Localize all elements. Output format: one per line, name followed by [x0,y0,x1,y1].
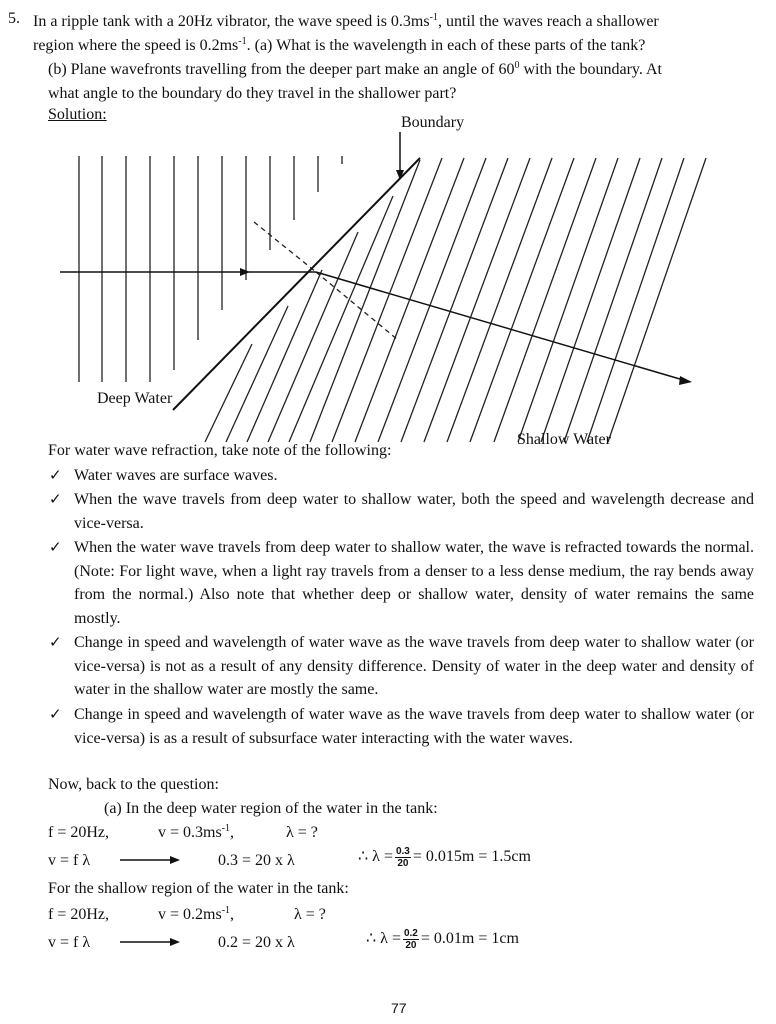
shallow-wavefront [378,158,486,442]
shallow-wavefront [518,158,618,442]
shallow-wavefront [424,158,530,442]
notes-intro: For water wave refraction, take note of the following: [48,442,392,459]
check-icon: ✓ [49,466,62,484]
question-line-2: region where the speed is $0.2ms^{-1}$. (a) What is the wavelength in each of these parts of the tank? [33,36,646,54]
check-icon: ✓ [49,490,62,508]
deep-lambda-unknown: λ = ? [286,824,318,841]
deep-substitution: 0.3 = 20 x λ [218,852,295,869]
shallow-substitution: 0.2 = 20 x λ [218,934,295,951]
note-bullet: When the wave travels from deep water to shallow water, both the speed and wavelength decrease and vice-versa. [74,491,754,532]
fraction-denominator: 20 [397,858,409,869]
deep-result: ∴ λ = $\frac{0.3}{20}$ = 0.015m = 1.5cm [358,846,531,869]
question-line-4: what angle to the boundary do they travel in the shallower part? [48,85,457,102]
note-bullet: Water waves are surface waves. [74,467,278,484]
fraction-denominator: 20 [405,940,417,951]
back-to-question: Now, back to the question: [48,776,219,793]
shallow-wavefront [205,344,252,442]
shallow-lambda-unknown: λ = ? [294,906,326,923]
shallow-wavefront [470,158,574,442]
shallow-result: ∴ λ = $\frac{0.2}{20}$ = 0.01m = 1cm [366,928,519,951]
shallow-wavefront [226,306,288,442]
deep-water-label: Deep Water [97,390,173,407]
boundary-line [173,158,420,410]
shallow-water-label: Shallow Water [517,431,611,448]
incident-arrowhead [240,268,250,276]
deep-formula: v = f λ [48,852,91,869]
note-bullet: Change in speed and wavelength of water wave as the wave travels from deep water to shallow water (or vice-versa) is not as a result of any density difference. Density of water in the deep water and density of water in the shallow water are mostly the same. [74,634,754,698]
arrow-icon [120,935,182,949]
deep-speed: $v = 0.3ms^{-1}$, [158,823,235,841]
note-bullet: When the water wave travels from deep water to shallow water, the wave is refracted towards the normal. (Note: For light wave, when a light ray travels from a denser to a less dense medium, the ray bends away from the normal.) Also note that whether deep or shallow water, density of water remains the same mostly. [74,539,754,627]
boundary-label: Boundary [401,114,465,131]
shallow-frequency: f = 20Hz, [48,906,110,923]
shallow-speed: $v = 0.2ms^{-1}$, [158,905,235,923]
shallow-wavefront [447,158,552,442]
shallow-wavefront [608,158,706,442]
shallow-intro: For the shallow region of the water in the tank: [48,880,349,897]
note-bullet: Change in speed and wavelength of water wave as the wave travels from deep water to shallow water (or vice-versa) is as a result of subsurface water interacting with the water waves. [74,706,754,747]
part-a-heading: (a) In the deep water region of the water in the tank: [104,800,438,817]
shallow-wavefront [494,158,596,442]
shallow-wavefront [310,160,420,442]
shallow-formula: v = f λ [48,934,91,951]
deep-frequency: f = 20Hz, [48,824,110,841]
shallow-wavefront [541,158,640,442]
question-line-1: In a ripple tank with a 20Hz vibrator, the wave speed is $0.3ms^{-1}$, until the waves reach a shallower [33,12,659,30]
normal-line [254,222,316,272]
check-icon: ✓ [49,705,62,723]
refracted-arrowhead [679,376,692,385]
arrow-icon [120,853,182,867]
question-number: 5. [8,10,20,27]
shallow-wavefront [289,196,393,442]
fraction-numerator: 0.3 [395,846,410,857]
solution-label: Solution: [48,106,107,123]
question-line-3: (b) Plane wavefronts travelling from the deeper part make an angle of $60^0$ with the boundary. At [48,60,662,78]
fraction-numerator: 0.2 [403,928,418,939]
check-icon: ✓ [49,633,62,651]
check-icon: ✓ [49,538,62,556]
page-number: 77 [391,1000,407,1016]
shallow-wavefront [564,158,662,442]
refracted-ray [316,272,690,382]
shallow-wavefront [401,158,508,442]
shallow-wavefront [587,158,684,442]
